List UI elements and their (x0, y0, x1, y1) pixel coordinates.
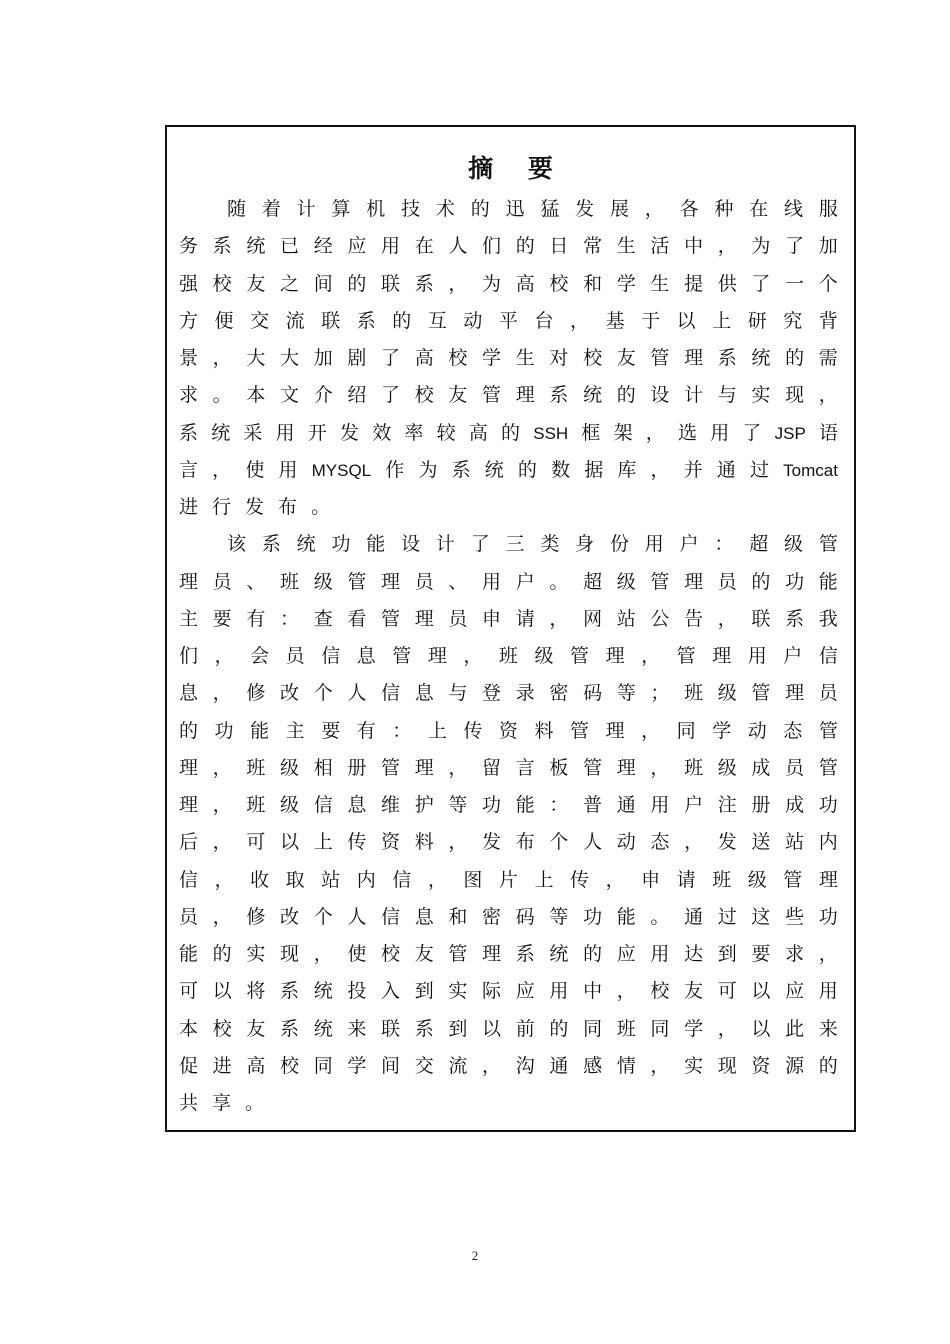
paragraph-line: 该 系 统 功 能 设 计 了 三 类 身 份 用 户 ： 超 级 管 (227, 533, 838, 556)
paragraph-line: 系 统 采 用 开 发 效 率 较 高 的 SSH 框 架 ， 选 用 了 JSP 语 (179, 421, 838, 444)
abstract-title: 摘 要 (468, 154, 553, 183)
paragraph-line: 景 ， 大 大 加 剧 了 高 校 学 生 对 校 友 管 理 系 统 的 需 (179, 347, 838, 369)
paragraph-line: 方 便 交 流 联 系 的 互 动 平 台 ， 基 于 以 上 研 究 背 (179, 309, 838, 332)
paragraph-line: 共 享 。 (179, 1092, 265, 1114)
paragraph-line: 可 以 将 系 统 投 入 到 实 际 应 用 中 ， 校 友 可 以 应 用 (179, 980, 838, 1003)
paragraph-line: 言 ， 使 用 MYSQL 作 为 系 统 的 数 据 库 ， 并 通 过 Tomcat (179, 458, 838, 481)
paragraph-line: 后 ， 可 以 上 传 资 料 ， 发 布 个 人 动 态 ， 发 送 站 内 (179, 831, 838, 854)
paragraph-line: 促 进 高 校 同 学 间 交 流 ， 沟 通 感 情 ， 实 现 资 源 的 (179, 1054, 838, 1077)
paragraph-line: 理 员 、 班 级 管 理 员 、 用 户 。 超 级 管 理 员 的 功 能 (179, 570, 838, 593)
page-number: 2 (471, 1248, 479, 1263)
abstract-box (165, 125, 856, 1132)
paragraph-line: 主 要 有 ： 查 看 管 理 员 申 请 ， 网 站 公 告 ， 联 系 我 (179, 607, 838, 630)
paragraph-line: 信 ， 收 取 站 内 信 ， 图 片 上 传 ， 申 请 班 级 管 理 (179, 868, 838, 891)
paragraph-line: 随 着 计 算 机 技 术 的 迅 猛 发 展 ， 各 种 在 线 服 (227, 198, 838, 220)
paragraph-line: 能 的 实 现 ， 使 校 友 管 理 系 统 的 应 用 达 到 要 求 ， (179, 943, 838, 965)
paragraph-line: 的 功 能 主 要 有 ： 上 传 资 料 管 理 ， 同 学 动 态 管 (179, 719, 838, 742)
paragraph-line: 理 ， 班 级 相 册 管 理 ， 留 言 板 管 理 ， 班 级 成 员 管 (179, 756, 838, 779)
paragraph-line: 务 系 统 已 经 应 用 在 人 们 的 日 常 生 活 中 ， 为 了 加 (179, 235, 838, 258)
paragraph-line: 们 ， 会 员 信 息 管 理 ， 班 级 管 理 ， 管 理 用 户 信 (179, 645, 838, 667)
paragraph-line: 求 。 本 文 介 绍 了 校 友 管 理 系 统 的 设 计 与 实 现 ， (179, 384, 838, 407)
paragraph-line: 理 ， 班 级 信 息 维 护 等 功 能 ： 普 通 用 户 注 册 成 功 (179, 794, 838, 816)
abstract-body (179, 191, 838, 1122)
paragraph-line: 息 ， 修 改 个 人 信 息 与 登 录 密 码 等 ； 班 级 管 理 员 (179, 682, 838, 705)
paragraph-line: 员 ， 修 改 个 人 信 息 和 密 码 等 功 能 。 通 过 这 些 功 (179, 905, 838, 928)
paragraph-line: 本 校 友 系 统 来 联 系 到 以 前 的 同 班 同 学 ， 以 此 来 (179, 1017, 838, 1040)
paragraph-line: 进 行 发 布 。 (179, 496, 331, 518)
paragraph-line: 强 校 友 之 间 的 联 系 ， 为 高 校 和 学 生 提 供 了 一 个 (179, 272, 838, 295)
